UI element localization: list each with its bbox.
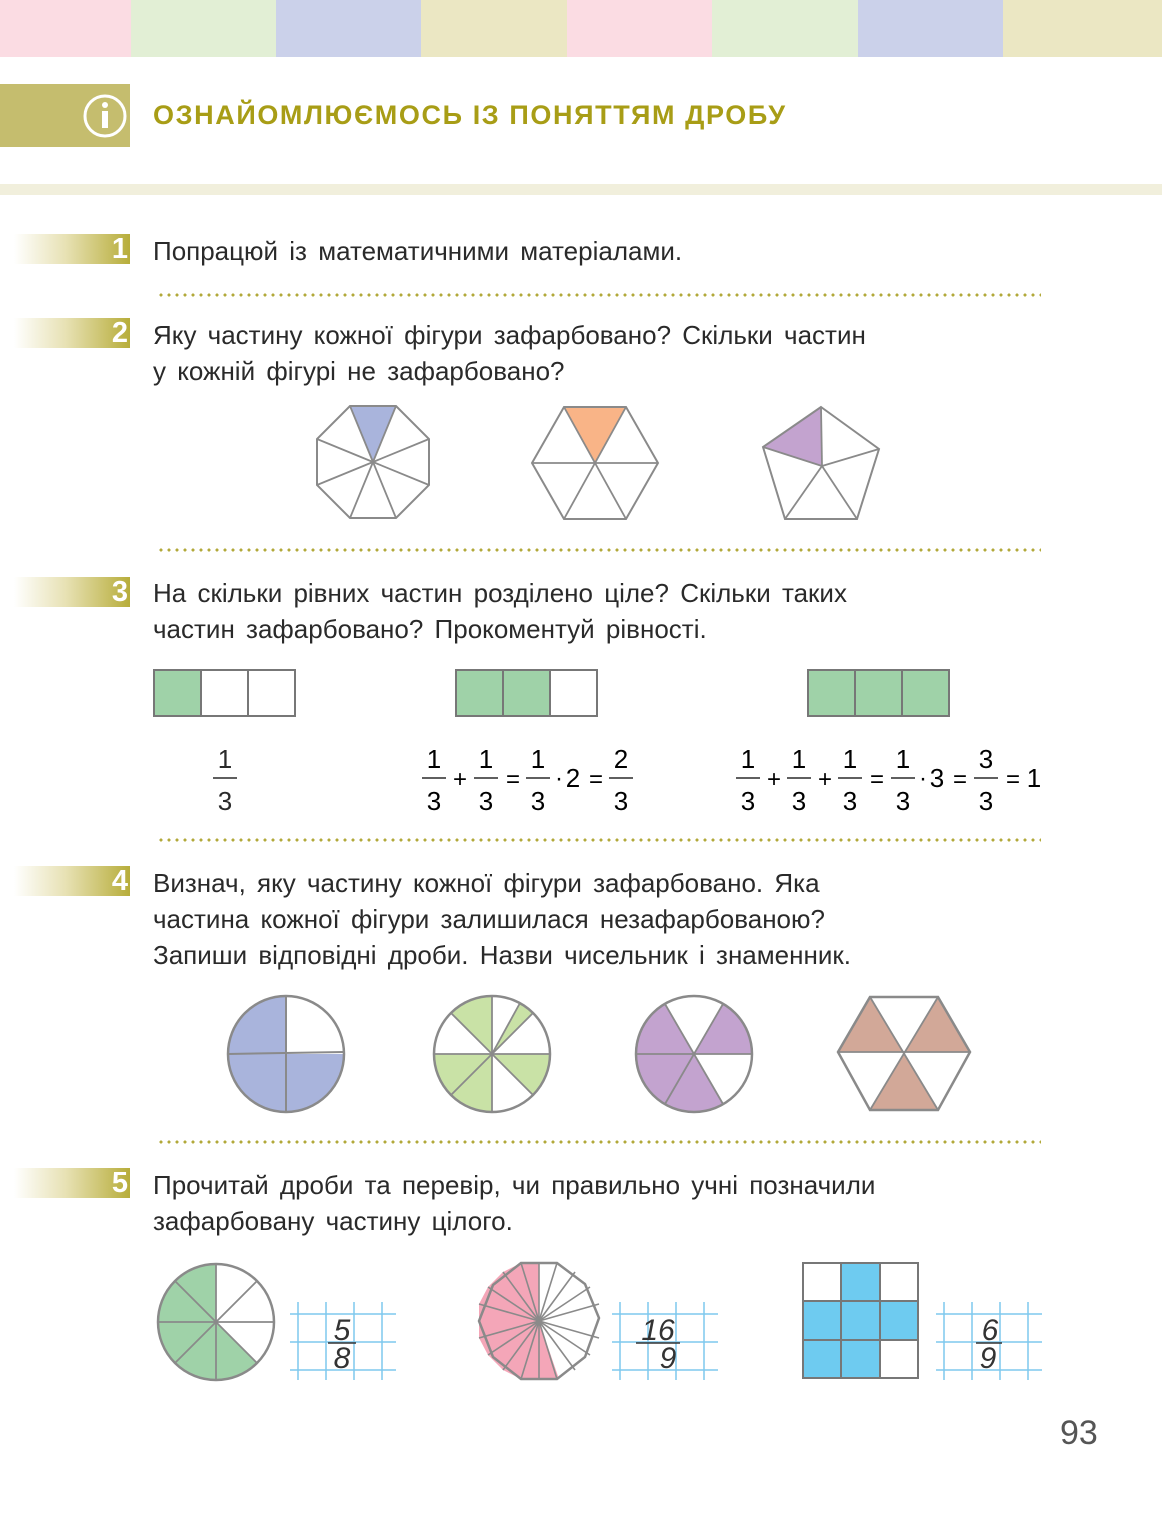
color-stripe-2 (131, 0, 276, 57)
written-fraction-grid-1 (290, 1302, 396, 1380)
svg-text:3: 3 (842, 786, 858, 816)
task-line: Яку частину кожної фігури зафарбовано? Скільки частин (153, 320, 866, 350)
info-circle-icon (0, 84, 130, 147)
task-line: На скільки рівних частин розділено ціле? Скільки таких (153, 578, 847, 608)
task-line: Визнач, яку частину кожної фігури зафарбовано. Яка (153, 868, 820, 898)
svg-text:3: 3 (978, 786, 994, 816)
written-denominator: 9 (659, 1342, 677, 1375)
square-grid-blue-figure (800, 1260, 922, 1382)
written-denominator: 9 (979, 1342, 997, 1375)
task-number: 2 (111, 317, 128, 349)
svg-text:=: = (869, 766, 885, 793)
svg-text:+: + (452, 766, 468, 793)
task-1-text (153, 233, 682, 269)
svg-text:3: 3 (895, 786, 911, 816)
octagon-shaded-part (350, 406, 396, 462)
written-denominator: 8 (333, 1342, 351, 1375)
written-numerator: 5 (333, 1314, 351, 1347)
section-header-box (0, 84, 130, 147)
numerator: 1 (217, 744, 233, 774)
written-fraction-grid-2 (612, 1302, 718, 1380)
svg-text:1: 1 (478, 744, 494, 774)
svg-text:3: 3 (613, 786, 629, 816)
task-line: частин зафарбовано? Прокоментуй рівності. (153, 614, 707, 644)
svg-text:3: 3 (740, 786, 756, 816)
task-2-tab (14, 318, 130, 348)
pentagon-figure (757, 402, 885, 524)
task-4-text (153, 865, 851, 973)
task-line: Прочитай дроби та перевір, чи правильно учні позначили (153, 1170, 876, 1200)
color-stripe-7 (858, 0, 1003, 57)
task-2-text (153, 317, 866, 389)
written-numerator: 16 (641, 1314, 675, 1347)
written-fraction-grid-3 (936, 1302, 1042, 1380)
written-numerator: 6 (981, 1314, 999, 1347)
task-number: 3 (111, 576, 128, 608)
task-1-tab (14, 234, 130, 264)
header-divider (0, 184, 1162, 195)
svg-text:2: 2 (613, 744, 629, 774)
svg-text:+: + (817, 766, 833, 793)
dotted-separator (157, 548, 1041, 552)
svg-text:3: 3 (426, 786, 442, 816)
svg-text:1: 1 (426, 744, 442, 774)
equation-3 (732, 740, 1052, 820)
task-3-text (153, 575, 847, 647)
fraction-bar-3 (806, 668, 952, 718)
task-5-tab (14, 1168, 130, 1198)
svg-text:3: 3 (530, 786, 546, 816)
svg-text:=: = (505, 766, 521, 793)
svg-text:1: 1 (530, 744, 546, 774)
svg-text:=: = (1005, 766, 1021, 793)
color-stripe-3 (276, 0, 421, 57)
svg-text:1: 1 (1026, 763, 1042, 793)
svg-text:3: 3 (791, 786, 807, 816)
fraction-bar-1 (152, 668, 298, 718)
dotted-separator (157, 1140, 1041, 1144)
svg-text:1: 1 (791, 744, 807, 774)
task-4-tab (14, 866, 130, 896)
svg-text:1: 1 (842, 744, 858, 774)
svg-text:3: 3 (978, 744, 994, 774)
task-number: 4 (111, 865, 128, 897)
color-stripe-8 (1003, 0, 1162, 57)
dotted-separator (157, 838, 1041, 842)
hexagon-triangles-figure (834, 992, 974, 1116)
svg-text:=: = (588, 766, 604, 793)
denominator: 3 (217, 786, 233, 816)
hexagon-figure (526, 402, 664, 524)
task-line: частина кожної фігури залишилася незафарбованою? (153, 904, 825, 934)
circle-green-eighths (154, 1260, 278, 1384)
color-stripe-1 (0, 0, 131, 57)
color-stripe-5 (567, 0, 712, 57)
svg-text:·: · (555, 765, 563, 792)
section-title: ОЗНАЙОМЛЮЄМОСЬ ІЗ ПОНЯТТЯМ ДРОБУ (153, 100, 787, 130)
task-5-text (153, 1167, 875, 1239)
fraction-bar-2 (454, 668, 600, 718)
svg-text:3: 3 (929, 763, 945, 793)
task-line: Запиши відповідні дроби. Назви чисельник і знаменник. (153, 940, 851, 970)
task-line: зафарбовану частину цілого. (153, 1206, 513, 1236)
color-stripe-4 (421, 0, 567, 57)
color-stripe-6 (712, 0, 858, 57)
octagon-figure (310, 402, 436, 524)
svg-text:1: 1 (740, 744, 756, 774)
task-line: у кожній фігурі не зафарбовано? (153, 356, 565, 386)
svg-text:·: · (919, 765, 927, 792)
task-line: Попрацюй із математичними матеріалами. (153, 236, 683, 266)
equation-1 (205, 740, 245, 820)
circle-quarters-figure (224, 992, 348, 1116)
page-number: 93 (1060, 1414, 1098, 1452)
equation-2 (418, 740, 648, 820)
decagon-pink-figure (474, 1258, 604, 1384)
svg-text:+: + (766, 766, 782, 793)
hexagon-shaded-part (564, 407, 626, 463)
svg-text:3: 3 (478, 786, 494, 816)
circle-sixths-figure (632, 992, 756, 1116)
dotted-separator (157, 293, 1041, 297)
task-3-tab (14, 577, 130, 607)
task-number: 1 (111, 233, 128, 265)
task-number: 5 (111, 1167, 128, 1199)
svg-text:2: 2 (565, 763, 581, 793)
circle-eighths-figure (430, 992, 554, 1116)
svg-text:=: = (952, 766, 968, 793)
svg-text:1: 1 (895, 744, 911, 774)
